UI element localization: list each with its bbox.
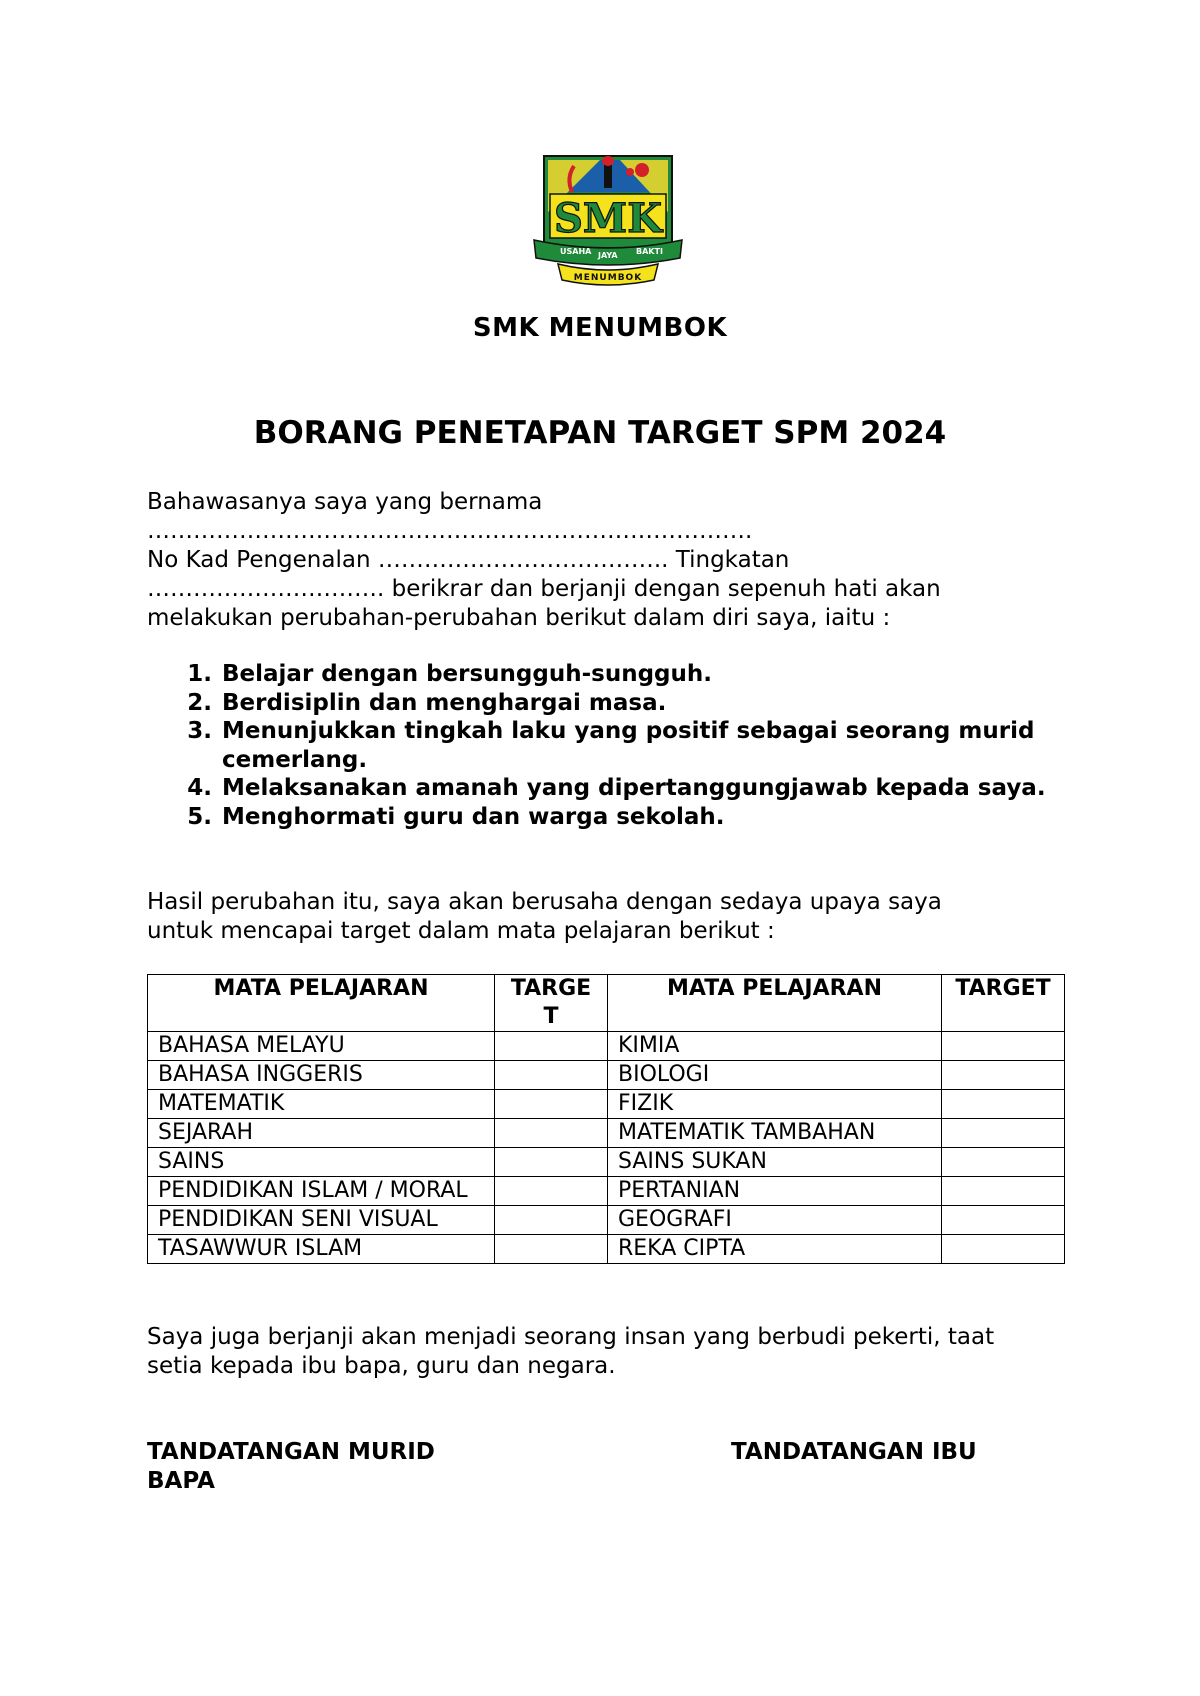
target-input-cell[interactable] — [495, 1090, 608, 1119]
school-name: SMK MENUMBOK — [472, 313, 728, 343]
table-row — [148, 1090, 1065, 1119]
target-input-cell[interactable] — [495, 1119, 608, 1148]
subject-cell: PENDIDIKAN SENI VISUAL — [148, 1206, 495, 1235]
pledge-item: 5. Menghormati guru dan warga sekolah. — [220, 803, 1080, 832]
name-blank-line: ……………………………………………………………………. — [147, 518, 753, 544]
header-target: TARGET — [495, 975, 608, 1032]
subject-cell: TASAWWUR ISLAM — [148, 1235, 495, 1264]
target-input-cell[interactable] — [942, 1090, 1065, 1119]
subject-cell: BAHASA MELAYU — [148, 1032, 495, 1061]
table-row — [148, 1061, 1065, 1090]
subject-cell: GEOGRAFI — [608, 1206, 942, 1235]
target-input-cell[interactable] — [942, 1119, 1065, 1148]
pledge-list — [182, 660, 1080, 831]
table-row — [148, 1148, 1065, 1177]
target-input-cell[interactable] — [942, 1061, 1065, 1090]
table-row — [148, 1235, 1065, 1264]
pledge-item: 1. Belajar dengan bersungguh-sungguh. — [220, 660, 1080, 689]
closing-paragraph — [147, 1323, 1067, 1381]
subject-cell: KIMIA — [608, 1032, 942, 1061]
target-input-cell[interactable] — [942, 1032, 1065, 1061]
result-paragraph — [147, 888, 1067, 946]
form-title: BORANG PENETAPAN TARGET SPM 2024 — [253, 415, 947, 451]
subject-cell: PERTANIAN — [608, 1177, 942, 1206]
table-header-row — [148, 975, 1065, 1032]
parent-signature-label: TANDATANGAN IBU — [731, 1439, 977, 1465]
subject-cell: MATEMATIK — [148, 1090, 495, 1119]
target-input-cell[interactable] — [495, 1235, 608, 1264]
subject-cell: SAINS — [148, 1148, 495, 1177]
intro-paragraph — [147, 488, 1067, 633]
header-subject: MATA PELAJARAN — [608, 975, 942, 1032]
target-input-cell[interactable] — [942, 1148, 1065, 1177]
closing-line: Saya juga berjanji akan menjadi seorang insan yang berbudi pekerti, taat — [147, 1324, 995, 1350]
svg-text:USAHA: USAHA — [560, 247, 592, 256]
subject-cell: FIZIK — [608, 1090, 942, 1119]
svg-text:BAKTI: BAKTI — [636, 247, 663, 256]
subject-cell: MATEMATIK TAMBAHAN — [608, 1119, 942, 1148]
subject-cell: SAINS SUKAN — [608, 1148, 942, 1177]
svg-text:SMK: SMK — [554, 195, 662, 242]
intro-line: Bahawasanya saya yang bernama — [147, 489, 543, 515]
table-row — [148, 1177, 1065, 1206]
parent-signature-label-cont: BAPA — [147, 1468, 215, 1494]
header-subject: MATA PELAJARAN — [148, 975, 495, 1032]
school-crest-logo — [530, 152, 686, 288]
subject-cell: BIOLOGI — [608, 1061, 942, 1090]
pledge-intro-line: …………………………. berikrar dan berjanji dengan sepenuh hati akan — [147, 576, 941, 602]
pledge-item: 3. Menunjukkan tingkah laku yang positif sebagai seorang murid cemerlang. — [220, 717, 1080, 774]
target-input-cell[interactable] — [942, 1177, 1065, 1206]
subject-cell: BAHASA INGGERIS — [148, 1061, 495, 1090]
result-line: Hasil perubahan itu, saya akan berusaha dengan sedaya upaya saya — [147, 889, 942, 915]
pledge-item: 4. Melaksanakan amanah yang dipertanggungjawab kepada saya. — [220, 774, 1080, 803]
svg-text:JAYA: JAYA — [598, 251, 618, 260]
target-input-cell[interactable] — [495, 1177, 608, 1206]
svg-text:MENUMBOK: MENUMBOK — [573, 273, 643, 283]
subject-cell: SEJARAH — [148, 1119, 495, 1148]
target-input-cell[interactable] — [495, 1206, 608, 1235]
target-input-cell[interactable] — [495, 1061, 608, 1090]
result-line: untuk mencapai target dalam mata pelajaran berikut : — [147, 918, 775, 944]
target-input-cell[interactable] — [942, 1235, 1065, 1264]
subject-cell: PENDIDIKAN ISLAM / MORAL — [148, 1177, 495, 1206]
closing-line: setia kepada ibu bapa, guru dan negara. — [147, 1353, 616, 1379]
table-row — [148, 1119, 1065, 1148]
table-row — [148, 1206, 1065, 1235]
table-row — [148, 1032, 1065, 1061]
ic-tingkatan-line: No Kad Pengenalan ……………………………….. Tingkatan — [147, 547, 790, 573]
pledge-intro-line-2: melakukan perubahan-perubahan berikut dalam diri saya, iaitu : — [147, 605, 891, 631]
header-target: TARGET — [942, 975, 1065, 1032]
pledge-item: 2. Berdisiplin dan menghargai masa. — [220, 689, 1080, 718]
target-input-cell[interactable] — [495, 1148, 608, 1177]
subject-cell: REKA CIPTA — [608, 1235, 942, 1264]
subject-target-table — [147, 974, 1065, 1264]
target-input-cell[interactable] — [495, 1032, 608, 1061]
target-input-cell[interactable] — [942, 1206, 1065, 1235]
student-signature-label: TANDATANGAN MURID — [147, 1439, 435, 1465]
